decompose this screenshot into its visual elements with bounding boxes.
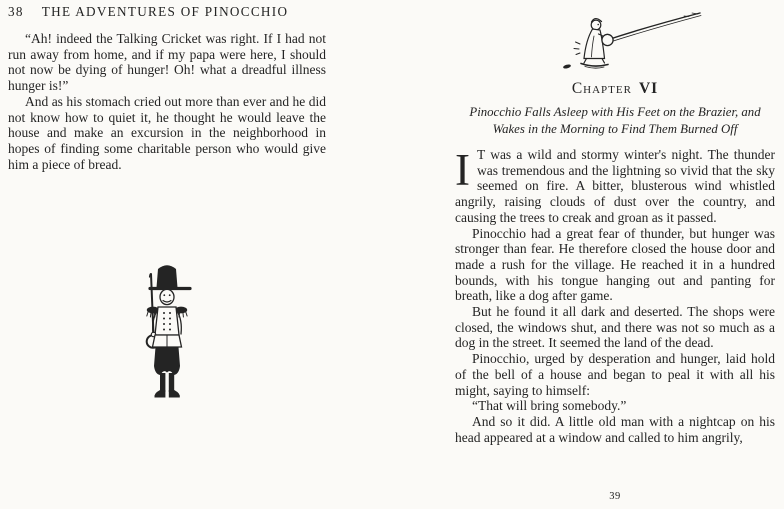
running-header xyxy=(8,4,326,20)
subtitle-line: Pinocchio Falls Asleep with His Feet on the Brazier, and xyxy=(469,105,761,119)
left-page-body xyxy=(8,31,326,172)
running-title: THE ADVENTURES OF PINOCCHIO xyxy=(41,4,289,19)
subtitle-line: Wakes in the Morning to Find Them Burned Off xyxy=(492,121,738,136)
old-man-pouring-stream-illustration xyxy=(542,8,706,72)
right-page-body xyxy=(455,147,775,445)
paragraph: Pinocchio, urged by desperation and hunger, laid hold of the bell of a house and began to peal it with all his might, saying to himself: xyxy=(455,351,775,398)
chapter-heading xyxy=(455,80,775,98)
page-number: 38 xyxy=(8,4,24,19)
paragraph: But he found it all dark and deserted. The shops were closed, the windows shut, and there was not so much as a dog in the street. It seemed the land of the dead. xyxy=(455,304,775,351)
chapter-word: Chapter xyxy=(571,80,632,97)
paragraph: Pinocchio had a great fear of thunder, but hunger was stronger than fear. He therefore closed the house door and made a rush for the village. He reached it in a hundred bounds, with his tongue hanging out and panting for breath, like a dog after game. xyxy=(455,225,775,304)
paragraph xyxy=(455,147,775,226)
paragraph: And so it did. A little old man with a nightcap on his head appeared at a window and called to him angrily, xyxy=(455,413,775,445)
chapter-numeral: VI xyxy=(638,80,659,97)
paragraph: “That will bring somebody.” xyxy=(472,398,627,414)
soldier-with-drawn-sword-illustration xyxy=(138,261,196,403)
drop-cap: I xyxy=(455,145,470,195)
chapter-subtitle xyxy=(445,104,784,137)
paragraph: And as his stomach cried out more than ever and he did not know how to quiet it, he thought he would leave the house and make an excursion in the neighborhood in hopes of finding some charitable person who would give him a piece of bread. xyxy=(8,93,326,172)
paragraph-text: T was a wild and stormy winter's night. The thunder was tremendous and the lightning so vivid that the sky seemed on fire. A bitter, blusterous wind whistled angrily, raising clouds of dust over the country, and causing the trees to creak and groan as it passed. xyxy=(455,147,775,225)
paragraph: “Ah! indeed the Talking Cricket was right. If I had not run away from home, and if my papa were here, I should not now be dying of hunger! Oh! what a dreadful illness hunger is!” xyxy=(8,31,326,94)
page-number: 39 xyxy=(609,491,621,502)
right-page xyxy=(440,0,784,509)
